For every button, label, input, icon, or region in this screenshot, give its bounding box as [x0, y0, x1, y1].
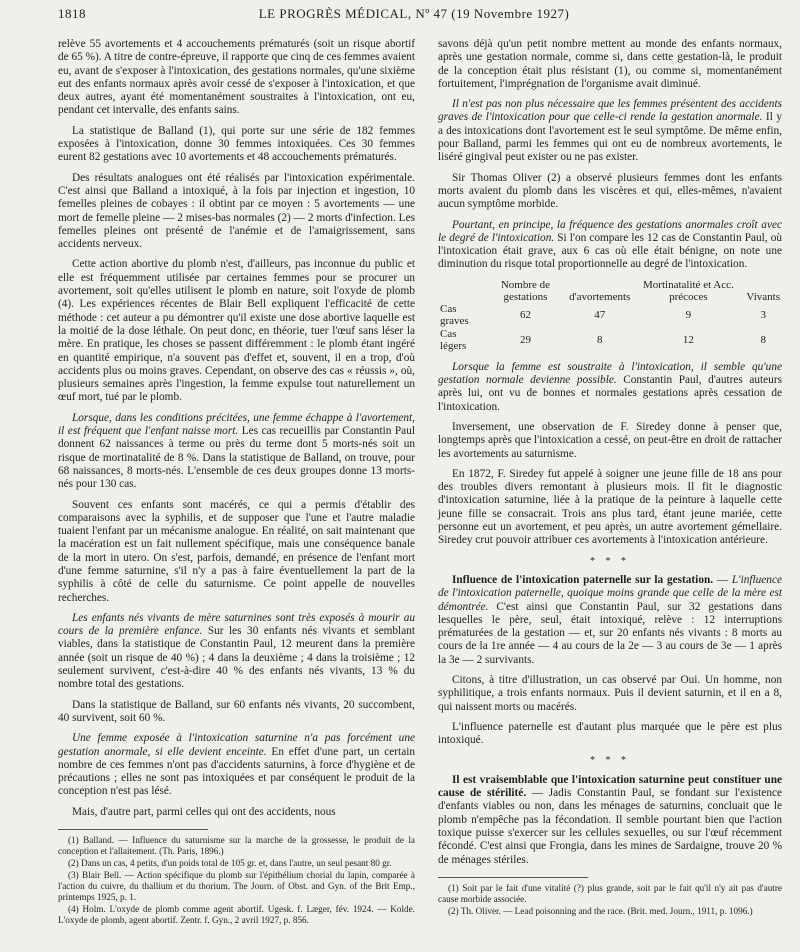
paragraph-text: Les cas recueillis par Constantin Paul donnent 62 naissances à terme ou près du terme dont 5 morts-nés soit un risque de mortinatalité de 8 %. Dans la statistique de Balland, on trouve, pour 68 naissances, 8 morts-nés. L'ensemble de ces deux groupes donne 13 morts-nés pour 130 cas.: [58, 425, 415, 491]
table-cell: 8: [596, 334, 603, 346]
footnote: (4) Holm. L'oxyde de plomb comme agent abortif. Ugesk. f. Læger, fév. 1924. — Kolde. L'oxyde de plomb, agent abortif. Zentr. f. Gyn., 2 avril 1927, p. 856.: [58, 904, 415, 926]
paragraph: Des résultats analogues ont été réalisés par l'intoxication expérimentale. C'est ainsi que Balland a intoxiqué, à la fois par injection et ingestion, 10 femelles pleines de cobayes : il obtint par ce moyen : 5 avortements — une mort de femelle pleine — 2 mises-bas normales (2) — 2 morts d'infection. Les femelles pleines ont présenté de l'anémie et de l'amaigrissement, sans accidents nerveux.: [58, 171, 415, 251]
paragraph: relève 55 avortements et 4 accouchements prématurés (soit un risque abortif de 65 %). A titre de contre-épreuve, il rapporte que cinq de ces femmes avaient eu, avant de s'exposer à l'intoxication, des gestations normales, qu'une sixième eut des enfants normaux après avoir cessé de s'exposer à l'intoxication, et que deux autres, ayant été momentanément soustraites à l'intoxication, ont eu, pendant cet intervalle, des enfants sains.: [58, 38, 415, 117]
table-cell: 29: [519, 334, 531, 346]
paragraph: Dans la statistique de Balland, sur 60 enfants nés vivants, 20 succombent, 40 survivent, soit 60 %.: [58, 698, 415, 724]
paragraph: [438, 774, 782, 867]
footnote: (1) Soit par le fait d'une vitalité (?) plus grande, soit par le fait qu'il n'y ait pas d'autre cause morbide associée.: [438, 882, 782, 904]
paragraph: [438, 361, 782, 414]
table-row: [438, 303, 782, 328]
paragraph: [58, 732, 415, 798]
paragraph: En 1872, F. Siredey fut appelé à soigner une jeune fille de 18 ans pour des troubles divers remontant à plusieurs mois. Il fit le diagnostic d'intoxication saturnine, liée à la pratique de la peinture à laquelle cette jeune fille se consacrait. Trois ans plus tard, étant jeune mariée, cette personne eut un avortement, et peu après, un autre avortement gémellaire. Siredey crut pouvoir attribuer ces avortements à l'intoxication antérieure.: [438, 467, 782, 547]
footnotes-left: [58, 835, 415, 926]
paragraph: [438, 98, 782, 164]
italic-lead: Les enfants nés vivants de mère saturnines sont très exposés à mourir au cours de la première enfance.: [58, 611, 415, 638]
page-number: 1818: [58, 6, 86, 21]
paragraph: Souvent ces enfants sont macérés, ce qui a permis d'établir des comparaisons avec la syphilis, et de supposer que l'une et l'autre maladie tuaient l'enfant par un mécanisme analogue. En réalité, on sait maintenant que la macération est un fait nullement spécifique, mais une conséquence banale de la mort in utero. On s'est, parfois, demandé, en présence de l'enfant mort d'une femme saturnine, s'il n'y a pas à faire éventuellement la part de la syphilis à côté de celle du saturnisme. Ce point appelle de nouvelles recherches.: [58, 498, 415, 604]
table-cell: 47: [594, 309, 606, 321]
italic-lead: Pourtant, en principe, la fréquence des gestations anormales croît avec le degré de l'intoxication.: [438, 218, 782, 244]
table-header-cell: [438, 279, 484, 303]
running-title: LE PROGRÈS MÉDICAL, Nº 47 (19 Novembre 1927): [258, 6, 570, 21]
paragraph: Mais, d'autre part, parmi celles qui ont des accidents, nous: [72, 805, 336, 818]
italic-lead: Il n'est pas non plus nécessaire que les femmes présentent des accidents graves de l'intoxication pour que celle-ci rende la gestation anormale.: [438, 98, 782, 124]
paragraph: Cette action abortive du plomb n'est, d'ailleurs, pas inconnue du public et elle est fréquemment utilisée par certaines femmes pour se procurer un avortement, soit qu'elles utilisent le plomb en nature, soit l'oxyde de plomb (4). Les expériences récentes de Blair Bell expliquent l'efficacité de cette méthode : cet auteur a pu démontrer qu'il existe une dose abortive laquelle est la moitié de la dose léthale. On peut donc, en théorie, tuer l'œuf sans léser la mère. En pratique, les choses se passent différemment : le plomb étant ingéré en quantité empirique, n'a souvent pas d'effet et, souvent, il en a trop, d'où accidents plus ou moins graves. Cependant, on observe des cas « réussis », où, plusieurs semaines après l'ingestion, la femme expulse tout naturellement un œuf mort, tué par le plomb.: [58, 258, 415, 404]
table-cell: 3: [760, 309, 766, 321]
italic-lead: L'influence de l'intoxication paternelle, quoique moins grande que celle de la mère est démontrée.: [438, 573, 782, 613]
paragraph-text: Si l'on compare les 12 cas de Constantin Paul, où l'intoxication était grave, aux 6 cas où elle était bénigne, on note une diminution du risque total proportionnelle au degré de l'intoxication.: [438, 231, 782, 271]
paragraph-text: C'est ainsi que Constantin Paul, sur 32 gestations dans lesquelles le père, seul, était intoxiqué, relève : 12 interruptions prématurées de la gestation — et, sur 20 enfants nés vivants : 8 morts au cours de la 1re année — 4 au cours de la 2e — 3 au cours de 3e — 1 après la 3e — 2 survivants.: [438, 600, 782, 666]
paragraph-text: — Jadis Constantin Paul, se fondant sur l'existence d'enfants viables ou non, dans les ménages de saturnins, concluait que le plomb n'empêche pas la fécondation. Il semble pourtant bien que l'action toxique puisse s'exercer sur les cellules sexuelles, ou sur l'œuf récemment fécondé. C'est ainsi que Frongia, dans les mines de Sardaigne, trouve 20 % de ménages stériles.: [438, 787, 782, 866]
table-header-cell: d'avortements: [569, 290, 631, 303]
footnote: (3) Blair Bell. — Action spécifique du plomb sur l'épithélium chorial du lapin, comparée à l'action du cuivre, du thallium et du thorium. The Journ. of Obst. and Gyn. of the Brit Emp., printemps 1925, p. 1.: [58, 870, 415, 903]
paragraph: Citons, à titre d'illustration, un cas observé par Oui. Un homme, non syphilitique, a trois enfants normaux. Puis il devient saturnin, et il en a 8, qui naissent morts ou macérés.: [438, 673, 782, 713]
paragraph: [438, 219, 782, 272]
footnote-rule: [58, 829, 208, 830]
paragraph: L'influence paternelle est d'autant plus marquée que le père est plus intoxiqué.: [438, 720, 782, 747]
paragraph: [58, 412, 415, 492]
table-header-cell: Vivants: [746, 290, 780, 303]
footnotes-right: [438, 883, 782, 917]
section-separator: * * *: [590, 755, 630, 767]
right-column: [438, 38, 782, 918]
footnote-rule: [438, 877, 588, 878]
footnote: (2) Th. Oliver. — Lead poisonning and the race. (Brit. med. Journ., 1911, p. 1096.): [448, 905, 753, 916]
gestation-stats-table: [438, 279, 782, 353]
table-header-cell: Nombre de gestations: [500, 278, 551, 303]
paragraph: [58, 612, 415, 692]
table-header-cell: Mortinatalité et Acc. précoces: [643, 278, 734, 303]
table-row: [438, 328, 782, 353]
table-cell: 9: [685, 309, 692, 321]
table-cell: Cas légers: [440, 327, 467, 353]
footnote: (1) Balland. — Influence du saturnisme sur la marche de la grossesse, le produit de la conception et l'allaitement. (Th. Paris, 1896.): [58, 835, 415, 857]
paragraph: Influence de l'intoxication paternelle sur la gestation. — L'influence de l'intoxication paternelle, quoique moins grande que celle de la mère est démontrée. C'est ainsi que Constantin Paul, sur 32 gestations dans lesquelles le père, seul, était intoxiqué, relève : 12 interruptions prématurées de la gestation — et, sur 20 enfants nés vivants : 8 morts au cours de la 1re année — 4 au cours de la 2e — 3 au cours de 3e — 1 après la 3e — 2 survivants.: [438, 573, 782, 666]
left-column: [58, 38, 415, 927]
table-header-row: [438, 279, 782, 303]
section-heading: Il est vraisemblable que l'intoxication saturnine peut constituer une cause de stérilité.: [438, 773, 782, 800]
paragraph: Sir Thomas Oliver (2) a observé plusieurs femmes dont les enfants morts avaient du plomb dans les viscères et qui, elles-mêmes, n'avaient aucun symptôme morbide.: [438, 171, 782, 211]
paragraph: Inversement, une observation de F. Siredey donne à penser que, longtemps après que l'intoxication a cessé, on peut-être en droit de rattacher les avortements au saturnisme.: [438, 420, 782, 460]
italic-lead: Lorsque la femme est soustraite à l'intoxication, il semble qu'une gestation normale devienne possible.: [438, 360, 782, 387]
table-cell: 12: [682, 334, 694, 346]
paragraph: savons déjà qu'un petit nombre mettent au monde des enfants normaux, après une gestation normale, comme si, dans cette gestation-là, le produit de la conception était plus résistant (1), ou comme si, momentanément fortuitement, l'imprégnation de l'organisme avait diminué.: [438, 38, 782, 90]
paragraph-text: Sur les 30 enfants nés vivants et semblant viables, dans la statistique de Constantin Paul, 12 meurent dans la première année (soit un risque de 40 %) ; 4 dans la deuxième ; 4 dans la troisième ; 12 seulement survivent, c'est-à-dire 40 % des enfants nés vivants, 13 % du nombre total des gestations.: [58, 625, 415, 691]
section-heading: Influence de l'intoxication paternelle sur la gestation.: [452, 573, 714, 586]
table-cell: 8: [760, 334, 766, 346]
table-cell: Cas graves: [440, 302, 469, 328]
italic-lead: Une femme exposée à l'intoxication saturnine n'a pas forcément une gestation anormale, si elle devient enceinte.: [58, 732, 415, 758]
running-header: [58, 6, 770, 26]
paragraph: La statistique de Balland (1), qui porte sur une série de 182 femmes exposées à l'intoxication, donne 30 femmes intoxiquées. Ces 30 femmes eurent 82 gestations avec 10 avortements et 48 accouchements prématurés.: [58, 124, 415, 164]
paragraph-text: Constantin Paul, d'autres auteurs après lui, ont vu de bonnes et normales gestations après cessation de l'intoxication.: [438, 374, 782, 413]
paragraph-text: En effet d'une part, un certain nombre de ces femmes n'ont pas d'accidents saturnins, à force d'hygiène et de précautions ; elles ne sont pas intoxiquées et par conséquent le produit de la conception n'est pas lésé.: [58, 745, 416, 798]
table-cell: 62: [519, 309, 531, 321]
section-separator: * * *: [590, 555, 630, 567]
italic-lead: Lorsque, dans les conditions précitées, une femme échappe à l'avortement, il est fréquent que l'enfant naisse mort.: [58, 411, 415, 438]
paragraph-text: Il y a des intoxications dont l'avortement est le seul symptôme. De même enfin, pour Balland, parmi les femmes qui ont eu de nombreux avortements, le liséré gingival peut exister ou ne pas exister.: [438, 111, 782, 164]
footnote: (2) Dans un cas, 4 petits, d'un poids total de 105 gr. et, dans l'autre, un seul pesant 80 gr.: [68, 858, 392, 869]
